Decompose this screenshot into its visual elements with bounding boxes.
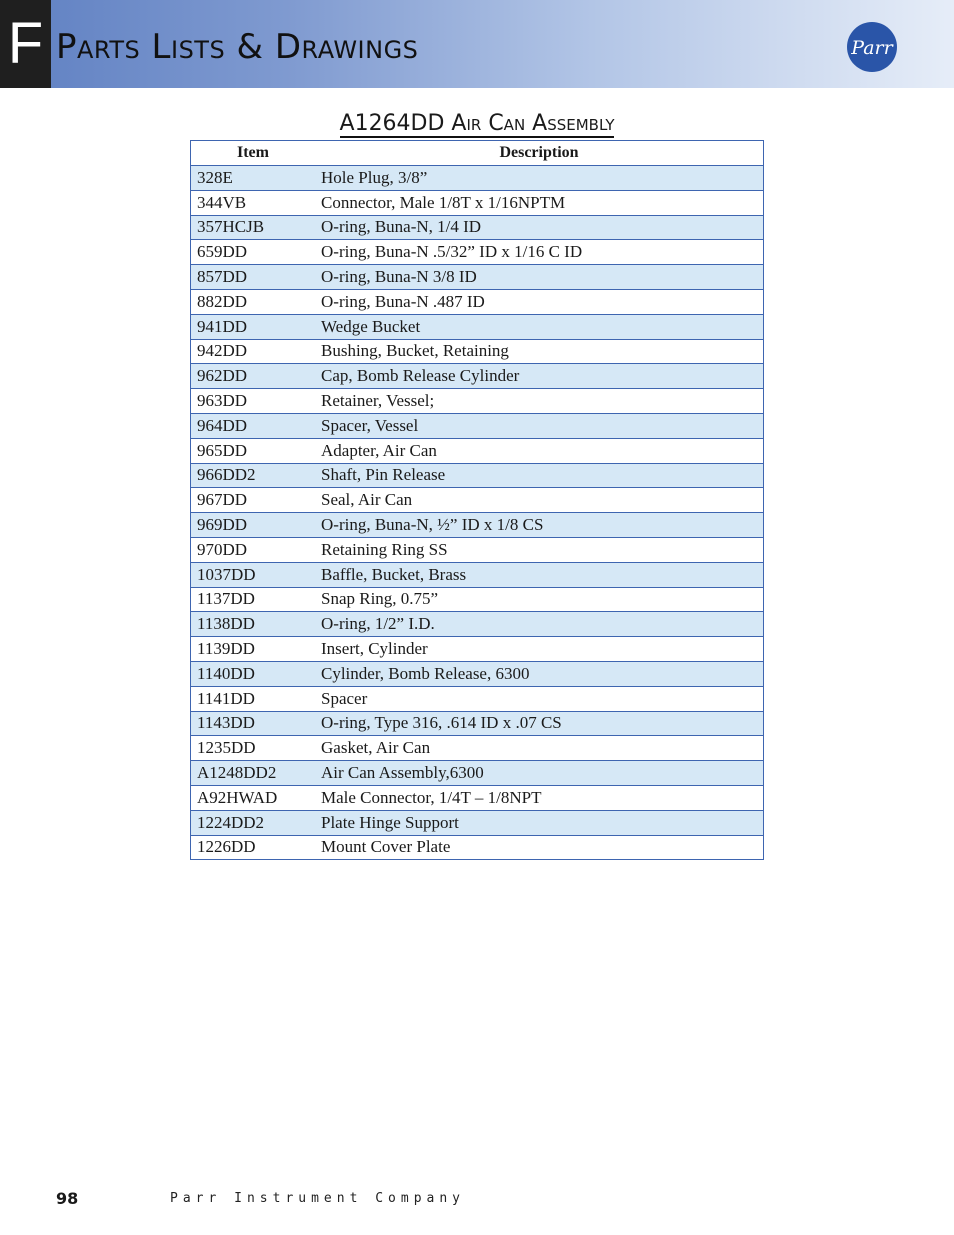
table-row [191,711,764,736]
description-cell: Spacer, Vessel [315,413,764,438]
column-header-item: Item [191,141,316,166]
table-row [191,190,764,215]
item-cell: 1138DD [191,612,316,637]
description-cell: O-ring, Buna-N, 1/4 ID [315,215,764,240]
description-cell: Retainer, Vessel; [315,389,764,414]
table-row [191,215,764,240]
item-cell: A1248DD2 [191,761,316,786]
description-cell: Cap, Bomb Release Cylinder [315,364,764,389]
table-row [191,488,764,513]
description-cell: O-ring, Buna-N .487 ID [315,289,764,314]
item-cell: 966DD2 [191,463,316,488]
table-row [191,413,764,438]
item-cell: 969DD [191,513,316,538]
description-cell: Air Can Assembly,6300 [315,761,764,786]
item-cell: 964DD [191,413,316,438]
item-cell: 1137DD [191,587,316,612]
table-row [191,637,764,662]
table-title-text: A1264DD Air Can Assembly [339,111,615,136]
column-header-description: Description [315,141,764,166]
table-row [191,761,764,786]
table-row [191,364,764,389]
table-header-row [191,141,764,166]
section-letter-tab: F [0,0,51,88]
table-row [191,686,764,711]
item-cell: 344VB [191,190,316,215]
description-cell: Shaft, Pin Release [315,463,764,488]
table-row [191,810,764,835]
table-row [191,612,764,637]
description-cell: Snap Ring, 0.75” [315,587,764,612]
item-cell: 857DD [191,265,316,290]
company-name: Parr Instrument Company [170,1191,466,1206]
description-cell: Mount Cover Plate [315,835,764,860]
description-cell: Wedge Bucket [315,314,764,339]
item-cell: 1140DD [191,661,316,686]
description-cell: Retaining Ring SS [315,537,764,562]
table-row [191,661,764,686]
description-cell: Seal, Air Can [315,488,764,513]
table-row [191,587,764,612]
description-cell: Insert, Cylinder [315,637,764,662]
item-cell: 1037DD [191,562,316,587]
description-cell: O-ring, Buna-N, ½” ID x 1/8 CS [315,513,764,538]
parts-table [190,140,764,860]
item-cell: 882DD [191,289,316,314]
table-row [191,537,764,562]
item-cell: 328E [191,166,316,191]
description-cell: O-ring, 1/2” I.D. [315,612,764,637]
item-cell: 1139DD [191,637,316,662]
item-cell: 963DD [191,389,316,414]
table-row [191,513,764,538]
item-cell: 1226DD [191,835,316,860]
parr-logo-icon [845,20,899,74]
description-cell: O-ring, Buna-N .5/32” ID x 1/16 C ID [315,240,764,265]
page-number: 98 [56,1189,79,1208]
item-cell: A92HWAD [191,785,316,810]
item-cell: 967DD [191,488,316,513]
item-cell: 942DD [191,339,316,364]
table-row [191,785,764,810]
description-cell: Bushing, Bucket, Retaining [315,339,764,364]
description-cell: Gasket, Air Can [315,736,764,761]
table-body [191,166,764,860]
table-row [191,240,764,265]
table-title [0,110,954,138]
item-cell: 1235DD [191,736,316,761]
item-cell: 1143DD [191,711,316,736]
description-cell: Connector, Male 1/8T x 1/16NPTM [315,190,764,215]
description-cell: Adapter, Air Can [315,438,764,463]
logo-text: Parr [851,37,893,59]
description-cell: Spacer [315,686,764,711]
item-cell: 1141DD [191,686,316,711]
table-row [191,736,764,761]
description-cell: O-ring, Buna-N 3/8 ID [315,265,764,290]
section-title: Parts Lists & Drawings [56,27,419,67]
table-row [191,265,764,290]
item-cell: 962DD [191,364,316,389]
description-cell: Cylinder, Bomb Release, 6300 [315,661,764,686]
table-row [191,562,764,587]
item-cell: 970DD [191,537,316,562]
item-cell: 1224DD2 [191,810,316,835]
description-cell: Baffle, Bucket, Brass [315,562,764,587]
description-cell: Male Connector, 1/4T – 1/8NPT [315,785,764,810]
table-row [191,166,764,191]
item-cell: 357HCJB [191,215,316,240]
description-cell: O-ring, Type 316, .614 ID x .07 CS [315,711,764,736]
description-cell: Plate Hinge Support [315,810,764,835]
table-row [191,314,764,339]
item-cell: 965DD [191,438,316,463]
description-cell: Hole Plug, 3/8” [315,166,764,191]
table-row [191,438,764,463]
table-row [191,389,764,414]
item-cell: 659DD [191,240,316,265]
table-row [191,289,764,314]
item-cell: 941DD [191,314,316,339]
table-row [191,835,764,860]
table-row [191,339,764,364]
table-row [191,463,764,488]
